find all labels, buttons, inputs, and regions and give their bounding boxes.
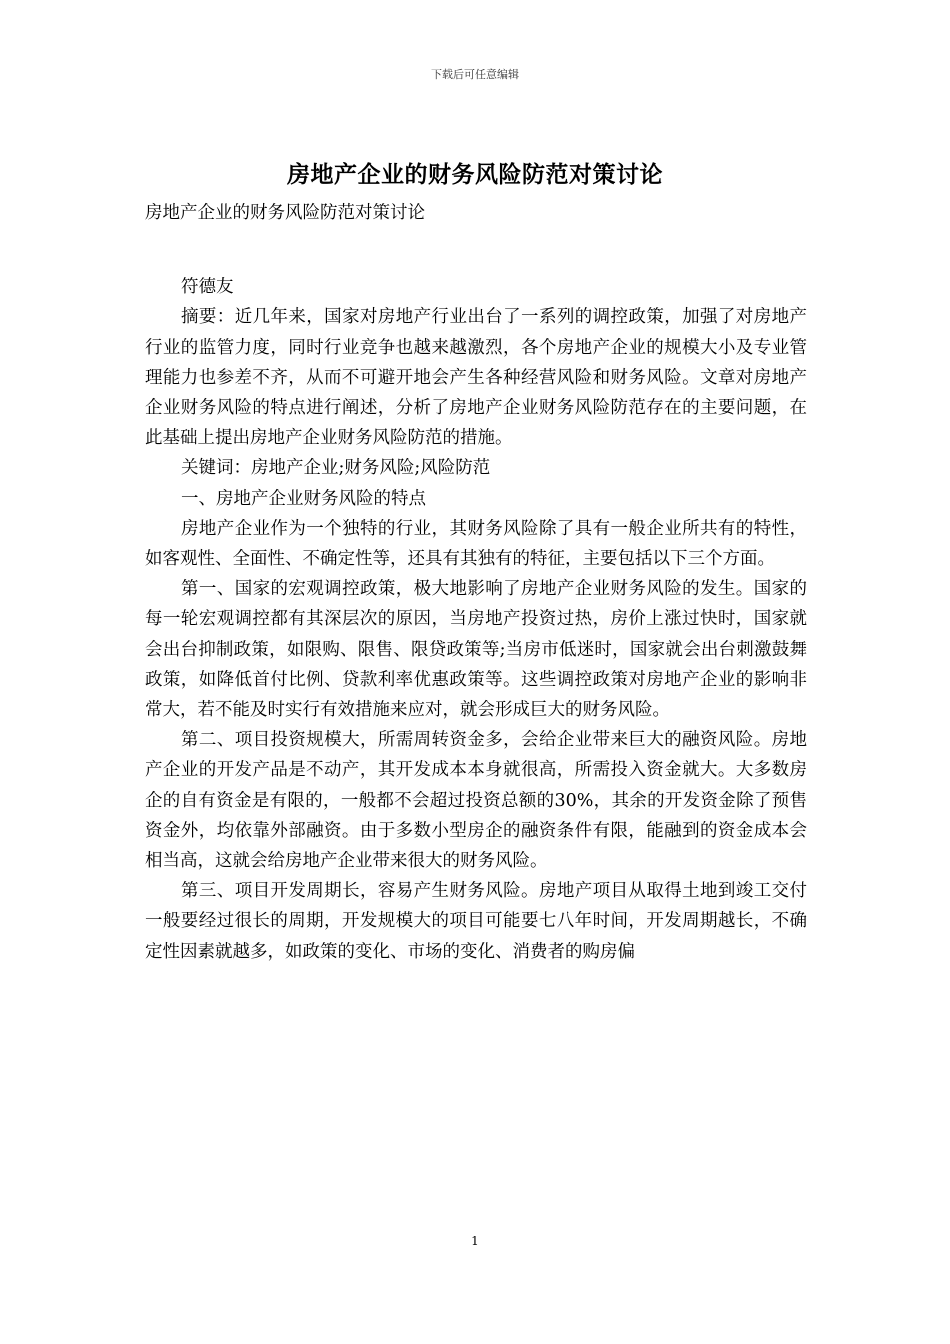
body-paragraph: 第一、国家的宏观调控政策，极大地影响了房地产企业财务风险的发生。国家的每一轮宏观调控都有其深层次的原因，当房地产投资过热，房价上涨过快时，国家就会出台抑制政策，如限购、限售、限贷政策等;当房市低迷时，国家就会出台刺激鼓舞政策，如降低首付比例、贷款利率优惠政策等。这些调控政策对房地产企业的影响非常大，若不能及时实行有效措施来应对，就会形成巨大的财务风险。 (145, 579, 807, 721)
keywords-paragraph: 关键词：房地产企业;财务风险;风险防范 (181, 458, 491, 479)
abstract-paragraph: 摘要：近几年来，国家对房地产行业出台了一系列的调控政策，加强了对房地产行业的监管力度，同时行业竞争也越来越激烈，各个房地产企业的规模大小及专业管理能力也参差不齐，从而不可避开地会产生各种经营风险和财务风险。文章对房地产企业财务风险的特点进行阐述，分析了房地产企业财务风险防范存在的主要问题，在此基础上提出房地产企业财务风险防范的措施。 (145, 307, 807, 449)
body-paragraph: 第二、项目投资规模大，所需周转资金多，会给企业带来巨大的融资风险。房地产企业的开发产品是不动产，其开发成本本身就很高，所需投入资金就大。大多数房企的自有资金是有限的，一般都不会超过投资总额的30%，其余的开发资金除了预售资金外，均依靠外部融资。由于多数小型房企的融资条件有限，能融到的资金成本会相当高，这就会给房地产企业带来很大的财务风险。 (145, 730, 807, 872)
section-heading-1: 一、房地产企业财务风险的特点 (181, 488, 426, 509)
document-title: 房地产企业的财务风险防范对策讨论 (287, 161, 663, 188)
document-subtitle: 房地产企业的财务风险防范对策讨论 (145, 203, 425, 223)
page-number: 1 (471, 1234, 479, 1248)
author-name: 符德友 (181, 277, 234, 298)
body-paragraph: 第三、项目开发周期长，容易产生财务风险。房地产项目从取得土地到竣工交付一般要经过很长的周期，开发规模大的项目可能要七八年时间，开发周期越长，不确定性因素就越多，如政策的变化、市场的变化、消费者的购房偏 (145, 881, 807, 962)
document-body (145, 198, 807, 967)
page-header-note: 下载后可任意编辑 (431, 68, 519, 81)
body-paragraph: 房地产企业作为一个独特的行业，其财务风险除了具有一般企业所共有的特性，如客观性、全面性、不确定性等，还具有其独有的特征，主要包括以下三个方面。 (145, 518, 807, 570)
